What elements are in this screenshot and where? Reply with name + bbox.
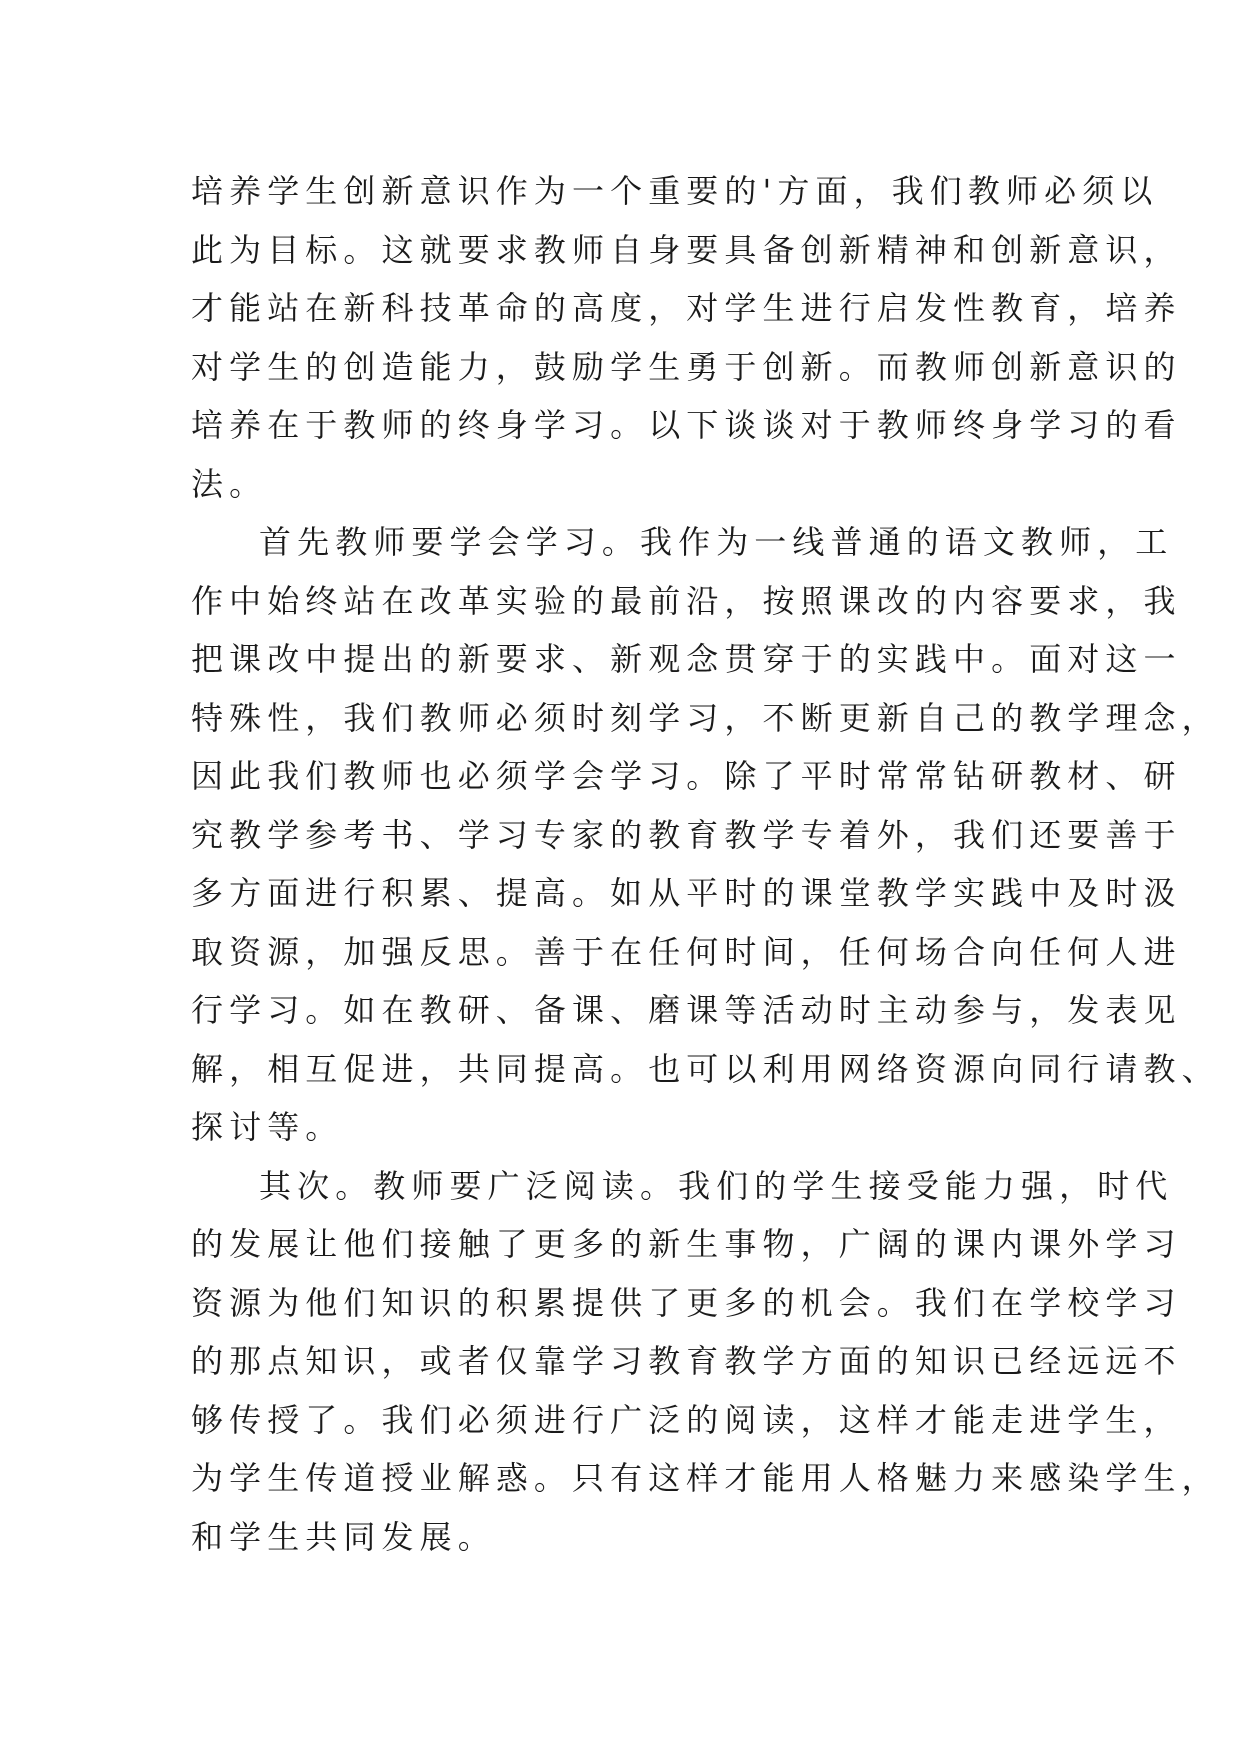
paragraph-line: 培养学生创新意识作为一个重要的'方面，我们教师必须以 [191,172,1159,210]
paragraph-line: 才能站在新科技革命的高度，对学生进行启发性教育，培养 [191,289,1182,327]
paragraph-1 [191,162,1182,513]
paragraph-3 [191,1157,1220,1567]
paragraph-line: 首先教师要学会学习。我作为一线普通的语文教师，工 [259,523,1174,561]
paragraph-line: 资源为他们知识的积累提供了更多的机会。我们在学校学习 [191,1283,1182,1322]
paragraph-line: 的那点知识，或者仅靠学习教育教学方面的知识已经远远不 [191,1342,1182,1380]
paragraph-line: 为学生传道授业解惑。只有这样才能用人格魅力来感染学生， [191,1459,1220,1497]
paragraph-line: 法。 [191,464,268,503]
paragraph-line: 多方面进行积累、提高。如从平时的课堂教学实践中及时汲 [191,874,1182,912]
paragraph-line: 作中始终站在改革实验的最前沿，按照课改的内容要求，我 [191,581,1182,620]
paragraph-line: 探讨等。 [191,1108,344,1146]
paragraph-line: 特殊性，我们教师必须时刻学习，不断更新自己的教学理念， [191,698,1220,737]
paragraph-line: 的发展让他们接触了更多的新生事物，广阔的课内课外学习 [191,1225,1182,1263]
paragraph-line: 对学生的创造能力，鼓励学生勇于创新。而教师创新意识的 [191,347,1182,386]
paragraph-line: 行学习。如在教研、备课、磨课等活动时主动参与，发表见 [191,991,1182,1029]
paragraph-line: 够传授了。我们必须进行广泛的阅读，这样才能走进学生， [191,1400,1182,1439]
paragraph-line: 取资源，加强反思。善于在任何时间，任何场合向任何人进 [191,932,1182,971]
paragraph-line: 此为目标。这就要求教师自身要具备创新精神和创新意识， [191,230,1182,269]
paragraph-line: 把课改中提出的新要求、新观念贯穿于的实践中。面对这一 [191,640,1182,678]
document-body [191,162,1220,1566]
paragraph-line: 究教学参考书、学习专家的教育教学专着外，我们还要善于 [191,815,1182,854]
paragraph-2 [191,513,1220,1157]
paragraph-line: 和学生共同发展。 [191,1517,496,1556]
paragraph-line: 其次。教师要广泛阅读。我们的学生接受能力强，时代 [259,1166,1174,1205]
paragraph-line: 解，相互促进，共同提高。也可以利用网络资源向同行请教、 [191,1049,1220,1088]
paragraph-line: 因此我们教师也必须学会学习。除了平时常常钻研教材、研 [191,757,1182,795]
paragraph-line: 培养在于教师的终身学习。以下谈谈对于教师终身学习的看 [191,406,1182,444]
